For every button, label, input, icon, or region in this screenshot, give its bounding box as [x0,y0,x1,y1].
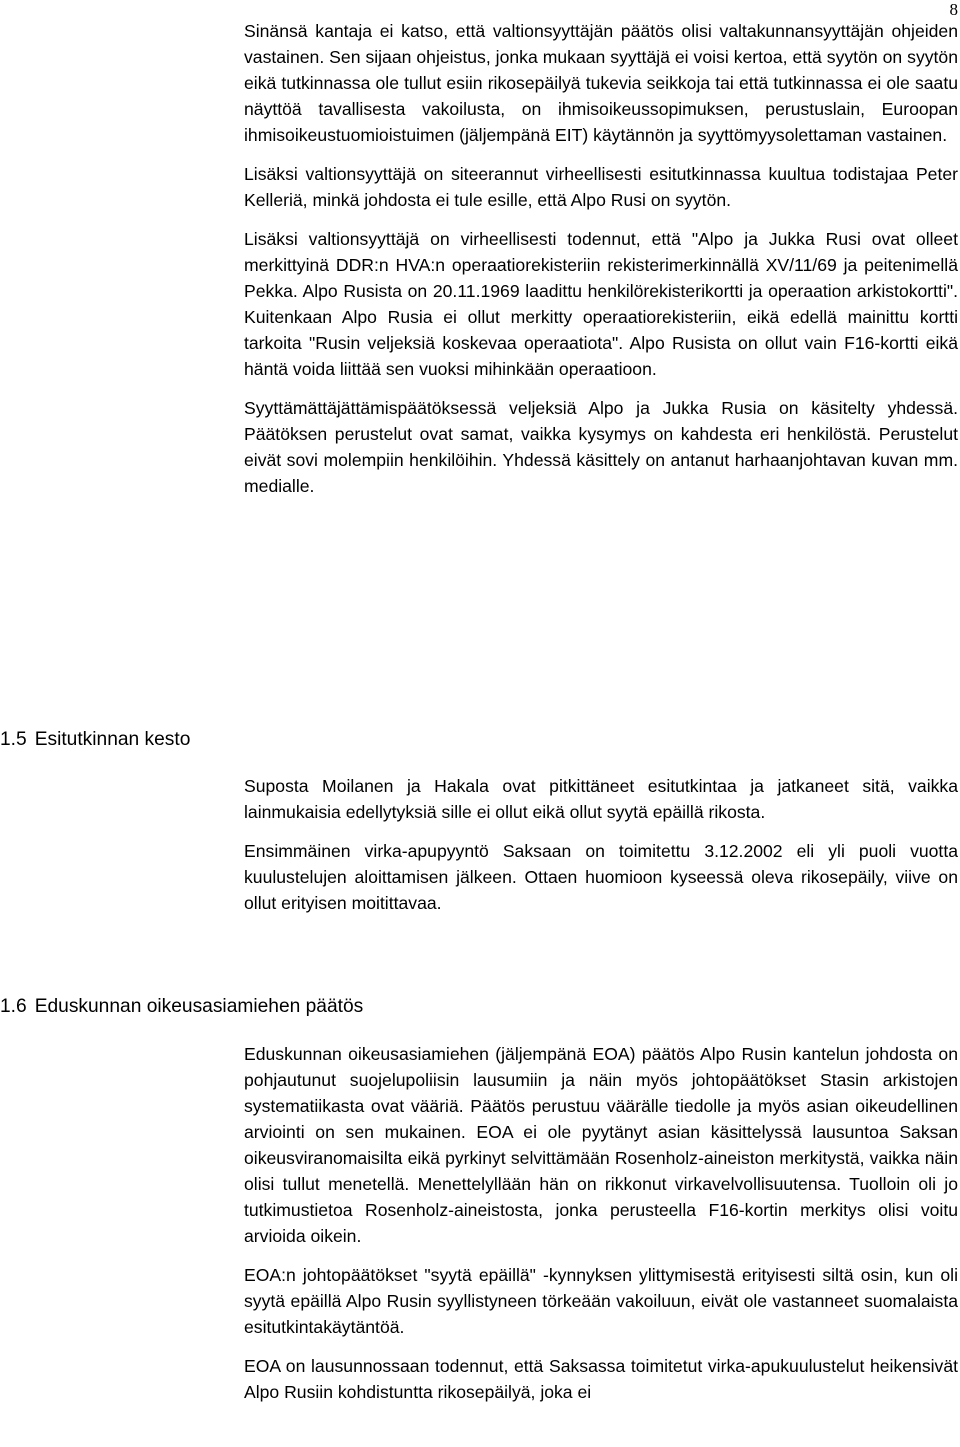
section-heading-1-6 [0,994,363,1020]
paragraph: Suposta Moilanen ja Hakala ovat pitkittäneet esitutkintaa ja jatkaneet sitä, vaikka lainmukaisia edellytyksiä sille ei ollut eikä ollut syytä epäillä rikosta. [244,776,958,822]
section-1-6-body [244,1041,958,1405]
paragraph: Lisäksi valtionsyyttäjä on siteerannut virheellisesti esitutkinnassa kuultua todistajaa Peter Kelleriä, minkä johdosta ei tule esille, että Alpo Rusi on syytön. [244,164,958,210]
paragraph: EOA:n johtopäätökset "syytä epäillä" -kynnyksen ylittymisestä erityisesti siltä osin, kun oli syytä epäillä Alpo Rusin syyllistyneen törkeään vakoiluun, eivät ole vastanneet suomalaista esitutkintakäytäntöä. [244,1265,958,1337]
paragraph: Eduskunnan oikeusasiamiehen (jäljempänä EOA) päätös Alpo Rusin kantelun johdosta on pohjautunut suojelupoliisin lausumiin ja näin myös johtopäätökset Stasin arkistojen systematiikasta ovat vääriä. Päätös perustuu väärälle tiedolle ja myös asian oikeudellinen arviointi on sen mukainen. EOA ei ole pyytänyt asian käsittelyssä lausuntoa Saksan oikeusviranomaisilta eikä pyrkinyt selvittämään Rosenholz-aineiston merkitystä, vaikka näin olisi tullut menetellä. Menettelyllään hän on rikkonut virkavelvollisuutensa. Tuolloin oli jo tutkimustietoa Rosenholz-aineistosta, jonka perusteella F16-kortin merkitys olisi voitu arvioida oikein. [244,1044,958,1246]
paragraph: Sinänsä kantaja ei katso, että valtionsyyttäjän päätös olisi valtakunnansyyttäjän ohjeiden vastainen. Sen sijaan ohjeistus, jonka mukaan syyttäjä ei voisi kertoa, että syytön on syytön eikä tutkinnassa ole tullut esiin rikosepäilyä tukevia seikkoja tai että tutkinnassa ei ole saatu näyttöä tavallisesta vakoilusta, on ihmisoikeussopimuksen, perustuslain, Euroopan ihmisoikeustuomioistuimen (jäljempänä EIT) käytännön ja syyttömyysolettaman vastainen. [244,21,958,145]
top-section [244,18,958,499]
section-heading-1-5 [0,727,190,753]
paragraph: Ensimmäinen virka-apupyyntö Saksaan on toimitettu 3.12.2002 eli yli puoli vuotta kuulustelujen aloittamisen jälkeen. Ottaen huomioon kyseessä oleva rikosepäily, viive on ollut erityisen moitittavaa. [244,841,958,913]
paragraph: Lisäksi valtionsyyttäjä on virheellisesti todennut, että "Alpo ja Jukka Rusi ovat olleet merkittyinä DDR:n HVA:n operaatiorekisteriin rekisterimerkinnällä XV/11/69 ja peitenimellä Pekka. Alpo Rusista on 20.11.1969 laadittu henkilörekisterikortti ja operaation arkistokortti". Kuitenkaan Alpo Rusia ei ollut merkitty operaatiorekisteriin, eikä edellä mainittu kortti tarkoita "Rusin veljeksiä koskevaa operaatiota". Alpo Rusista on ollut vain F16-kortti eikä häntä voida liittää sen vuoksi mihinkään operaatioon. [244,229,958,379]
section-number: 1.6 [0,996,27,1017]
paragraph: EOA on lausunnossaan todennut, että Saksassa toimitetut virka-apukuulustelut heikensivät Alpo Rusiin kohdistuntta rikosepäilyä, joka ei [244,1356,958,1402]
section-title: Eduskunnan oikeusasiamiehen päätös [34,996,364,1017]
page-number: 8 [949,0,958,19]
section-1-5-body [244,773,958,916]
paragraph: Syyttämättäjättämispäätöksessä veljeksiä Alpo ja Jukka Rusia on käsitelty yhdessä. Päätöksen perustelut ovat samat, vaikka kysymys on kahdesta eri henkilöstä. Perustelut eivät sovi molempiin henkilöihin. Yhdessä käsittely on antanut harhaanjohtavan kuvan mm. medialle. [244,398,958,496]
section-number: 1.5 [0,729,27,750]
section-title: Esitutkinnan kesto [34,729,191,750]
